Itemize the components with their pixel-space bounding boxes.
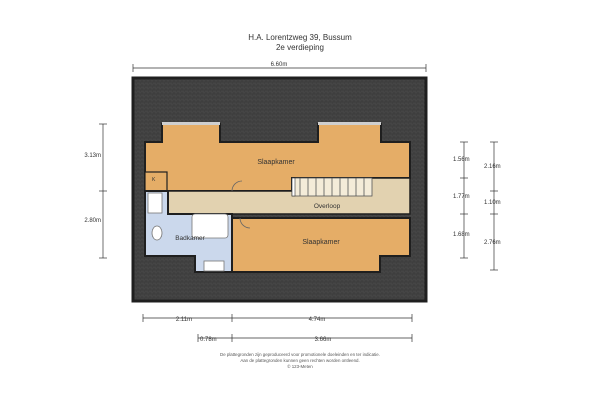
dormer-left xyxy=(162,122,220,125)
dim-left xyxy=(99,124,107,258)
address-title: H.A. Lorentzweg 39, Bussum xyxy=(248,33,352,42)
dormer-right xyxy=(318,122,381,125)
copyright: © 123-Meten xyxy=(287,364,313,369)
dim-right-inner-1: 1.56m xyxy=(453,157,470,163)
stair-railing xyxy=(292,178,295,196)
dim-right-outer-2: 1.10m xyxy=(484,200,501,206)
toilet xyxy=(152,226,162,240)
label-bathroom: Badkamer xyxy=(175,235,205,242)
dim-left-lower: 2.80m xyxy=(84,218,101,224)
room-closet xyxy=(145,172,167,191)
floor-subtitle: 2e verdieping xyxy=(275,43,325,52)
label-bedroom-bottom: Slaapkamer xyxy=(302,239,340,246)
label-bedroom-top: Slaapkamer xyxy=(257,159,295,166)
dim-right-outer-1: 2.16m xyxy=(484,164,501,170)
dim-bottom-right: 4.74m xyxy=(308,317,326,323)
dim-top-label: 6.60m xyxy=(270,62,288,68)
dim-bottom-left: 2.11m xyxy=(175,317,193,323)
label-closet: K xyxy=(152,177,156,183)
washbasin-left xyxy=(148,193,162,213)
dim-bottom-mid: 3.66m xyxy=(314,337,332,343)
disclaimer xyxy=(150,352,450,370)
sink xyxy=(204,261,224,271)
staircase xyxy=(292,178,372,196)
dim-right-outer xyxy=(490,142,498,270)
disclaimer-line-1: De plattegronden zijn geproduceerd voor promotionele doeleinden en ter indicatie. xyxy=(220,352,380,357)
disclaimer-line-2: Aan de plattegronden kunnen geen rechten worden ontleend. xyxy=(240,358,360,363)
dim-right-inner-3: 1.68m xyxy=(453,232,470,238)
dim-bottom-small: 0.78m xyxy=(200,337,217,343)
dim-right-outer-3: 2.76m xyxy=(484,240,501,246)
dim-right-inner-2: 1.77m xyxy=(453,194,470,200)
label-landing: Overloop xyxy=(313,203,341,210)
dim-left-upper: 3.13m xyxy=(84,153,101,159)
